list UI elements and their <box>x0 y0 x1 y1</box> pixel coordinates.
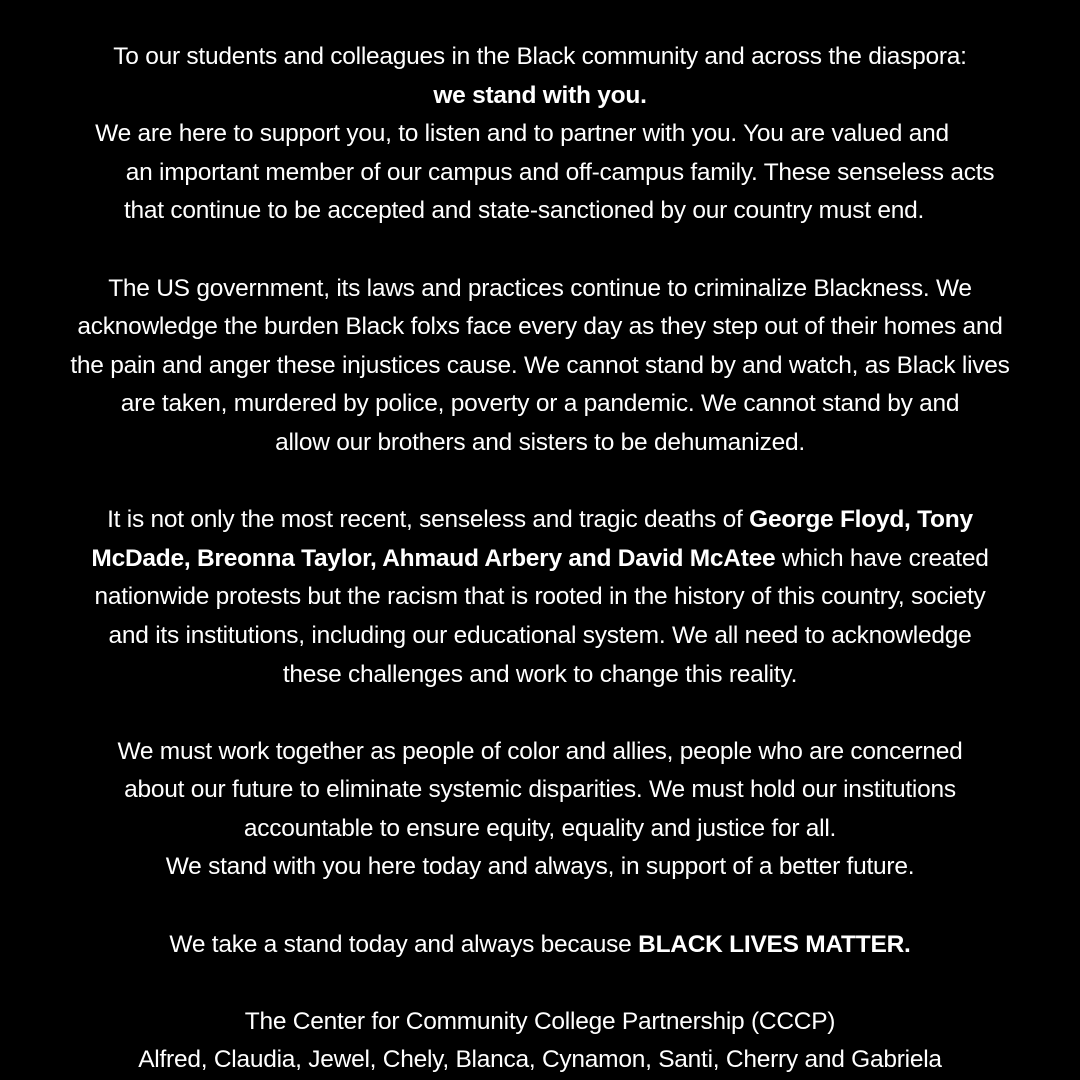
p4-line-1: We must work together as people of color and allies, people who are concerned <box>117 737 963 765</box>
closing-bold: BLACK LIVES MATTER. <box>638 930 911 958</box>
p2-line-2: acknowledge the burden Black folxs face every day as they step out of their homes and <box>77 313 1003 341</box>
p2-line-5: allow our brothers and sisters to be dehumanized. <box>275 428 805 456</box>
paragraph-gap <box>0 231 1080 270</box>
victims-names-1: George Floyd, Tony <box>749 506 973 534</box>
p1-line-2: an important member of our campus and off-campus family. These senseless acts <box>125 158 995 186</box>
paragraph-gap <box>0 463 1080 502</box>
signature-names: Alfred, Claudia, Jewel, Chely, Blanca, Cynamon, Santi, Cherry and Gabriela <box>138 1046 942 1074</box>
paragraph-gap <box>0 887 1080 926</box>
p4-line-3: accountable to ensure equity, equality and justice for all. <box>243 814 837 842</box>
closing-plain: We take a stand today and always because <box>169 930 639 958</box>
p3-line-3: nationwide protests but the racism that is rooted in the history of this country, society <box>94 583 986 611</box>
paragraph-gap <box>0 694 1080 733</box>
paragraph-gap <box>0 964 1080 1003</box>
p3-line-2-plain: which have created <box>775 544 989 572</box>
headline-bold: we stand with you. <box>433 81 647 109</box>
p4-line-4: We stand with you here today and always, in support of a better future. <box>165 853 915 881</box>
address-line: To our students and colleagues in the Black community and across the diaspora: <box>113 43 967 70</box>
p3-line-5: these challenges and work to change this reality. <box>282 660 798 688</box>
p2-line-1: The US government, its laws and practices continue to criminalize Blackness. We <box>108 274 972 302</box>
p1-line-1: We are here to support you, to listen and to partner with you. You are valued and <box>95 120 949 148</box>
p3-line-1 <box>0 501 1080 540</box>
p2-line-3: the pain and anger these injustices cause. We cannot stand by and watch, as Black lives <box>70 351 1010 379</box>
headline <box>0 77 1080 116</box>
p2-line-4: are taken, murdered by police, poverty or a pandemic. We cannot stand by and <box>120 390 960 418</box>
closing-line <box>0 926 1080 965</box>
p1-line-3: that continue to be accepted and state-sanctioned by our country must end. <box>123 197 925 225</box>
signature-organization: The Center for Community College Partnership (CCCP) <box>244 1007 836 1035</box>
p3-line-1-plain: It is not only the most recent, senseless and tragic deaths of <box>107 506 750 534</box>
p4-line-2: about our future to eliminate systemic disparities. We must hold our institutions <box>124 776 956 804</box>
p3-line-4: and its institutions, including our educational system. We all need to acknowledge <box>108 621 972 649</box>
p3-line-2 <box>0 540 1080 579</box>
victims-names-2: McDade, Breonna Taylor, Ahmaud Arbery and David McAtee <box>91 544 776 572</box>
